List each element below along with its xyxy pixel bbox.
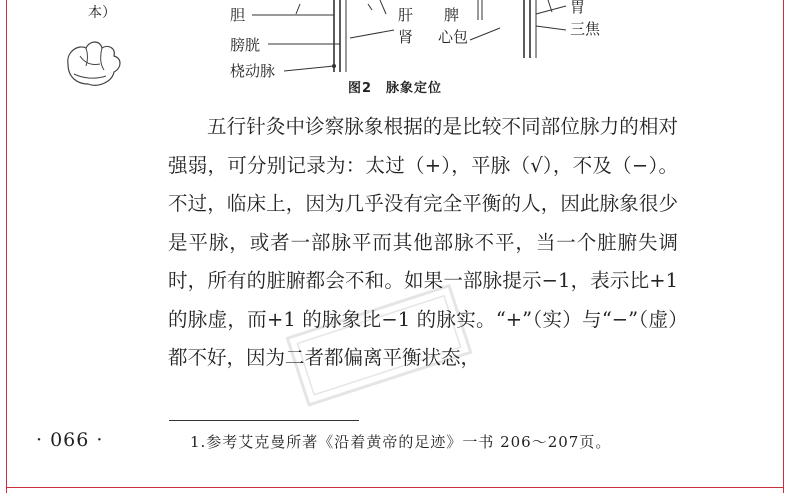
pulse-position-figure (0, 0, 790, 100)
body-paragraph: 五行针灸中诊察脉象根据的是比较不同部位脉力的相对强弱，可分别记录为：太过（+），平脉（√），不及（−）。不过，临床上，因为几乎没有完全平衡的人，因此脉象很少是平脉，或者一部脉平而其他部脉不平，当一个脏腑失调时，所有的脏腑都会不和。如果一部脉提示−1，表示比+1的脉虚，而+1 的脉象比−1 的脉实。“+”（实）与“−”（虚）都不好，因为二者都偏离平衡状态， (168, 115, 678, 369)
label-stomach: 胃 (570, 0, 586, 16)
label-kidney: 肾 (398, 28, 414, 46)
footnote: 1.参考艾克曼所著《沿着黄帝的足迹》一书 206～207页。 (190, 433, 612, 451)
side-header-title: 本） (88, 5, 116, 21)
label-spleen: 脾 (444, 6, 460, 24)
label-pericardium: 心包 (438, 28, 469, 46)
label-gallbladder: 胆 (230, 6, 246, 24)
footnote-rule (169, 420, 359, 421)
label-liver: 肝 (398, 6, 414, 24)
page-border-bottom (6, 487, 784, 488)
page-number: · 066 · (36, 429, 104, 451)
label-radial-artery: 桡动脉 (230, 62, 276, 80)
label-bladder: 膀胱 (230, 36, 261, 54)
label-triple-burner: 三焦 (570, 20, 601, 38)
figure-caption: 图2 脉象定位 (347, 81, 443, 96)
